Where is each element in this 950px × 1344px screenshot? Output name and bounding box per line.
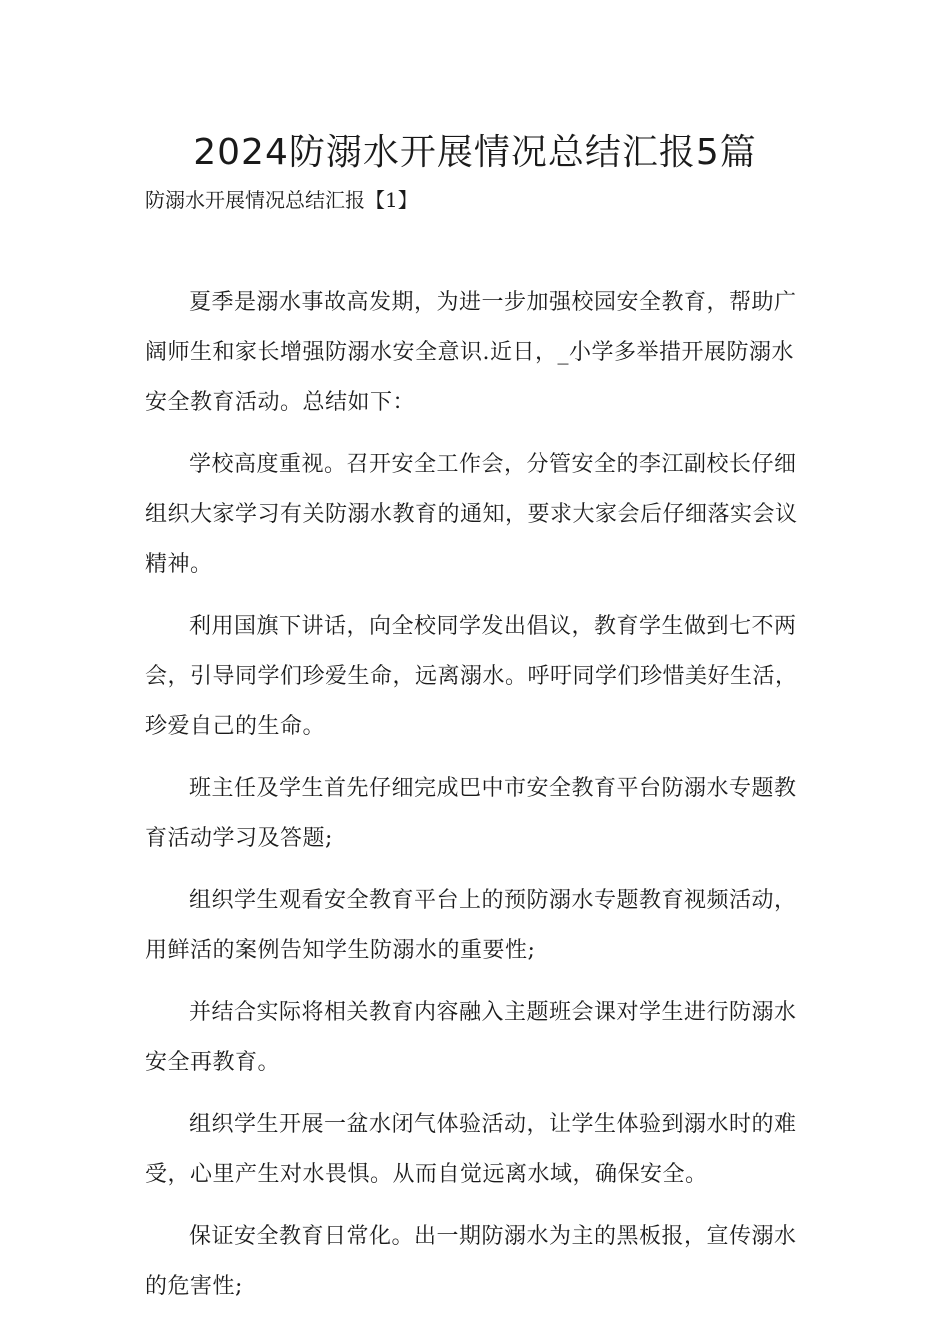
document-title: 2024防溺水开展情况总结汇报5篇 (193, 132, 757, 173)
paragraph: 学校高度重视。召开安全工作会，分管安全的李江副校长仔细组织大家学习有关防溺水教育的通知，要求大家会后仔细落实会议精神。 (145, 452, 798, 577)
paragraph: 并结合实际将相关教育内容融入主题班会课对学生进行防溺水安全再教育。 (145, 1000, 797, 1075)
paragraph: 组织学生开展一盆水闭气体验活动，让学生体验到溺水时的难受，心里产生对水畏惧。从而自觉远离水域，确保安全。 (145, 1112, 797, 1187)
paragraph: 夏季是溺水事故高发期，为进一步加强校园安全教育，帮助广阔师生和家长增强防溺水安全意识.近日，_小学多举措开展防溺水安全教育活动。总结如下： (145, 290, 797, 415)
paragraph: 班主任及学生首先仔细完成巴中市安全教育平台防溺水专题教育活动学习及答题; (145, 776, 797, 851)
paragraph: 组织学生观看安全教育平台上的预防溺水专题教育视频活动，用鲜活的案例告知学生防溺水的重要性; (145, 888, 797, 963)
paragraph: 利用国旗下讲话，向全校同学发出倡议，教育学生做到七不两会，引导同学们珍爱生命，远离溺水。呼吁同学们珍惜美好生活，珍爱自己的生命。 (145, 614, 798, 739)
document-body (145, 278, 807, 1324)
paragraph: 保证安全教育日常化。出一期防溺水为主的黑板报，宣传溺水的危害性; (145, 1224, 797, 1299)
section-subtitle: 防溺水开展情况总结汇报【1】 (145, 188, 418, 212)
